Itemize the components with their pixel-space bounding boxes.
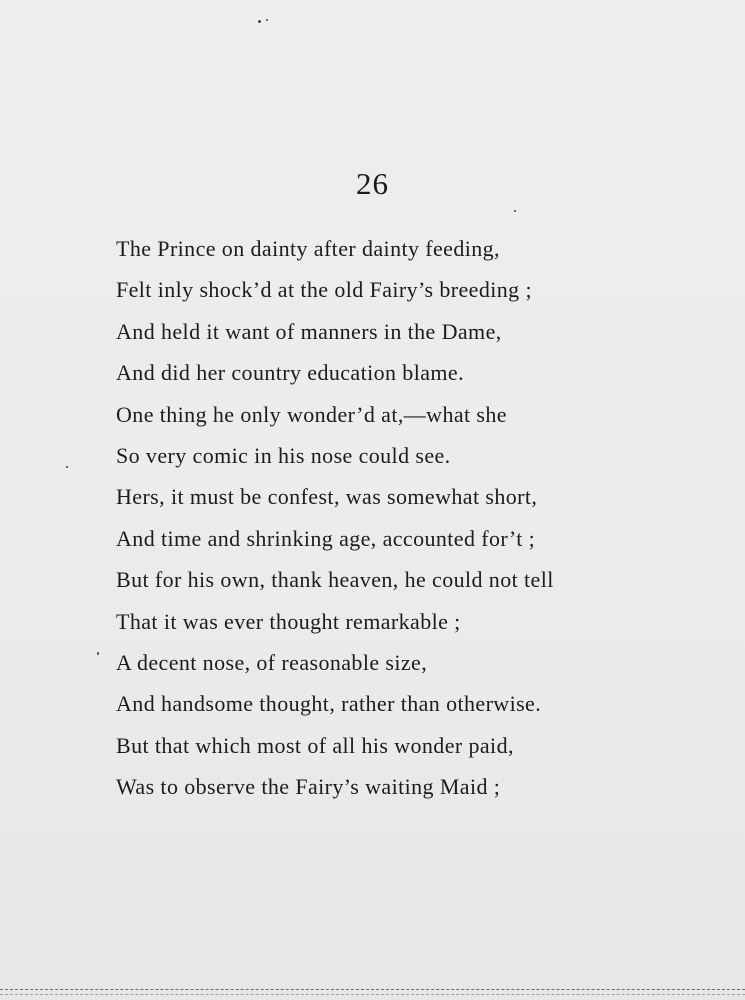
- print-speck: [66, 466, 68, 468]
- page-number: 26: [356, 166, 389, 201]
- edge-rule: [0, 994, 745, 995]
- page-bottom-edge: [0, 986, 745, 1000]
- poem-verse: [116, 228, 716, 807]
- poem-line: That it was ever thought remarkable ;: [116, 608, 461, 634]
- edge-rule: [0, 989, 745, 990]
- print-speck: [266, 19, 268, 21]
- print-speck: [97, 652, 99, 655]
- poem-line: Felt inly shock’d at the old Fairy’s breeding ;: [116, 277, 532, 303]
- poem-line: And time and shrinking age, accounted for’t ;: [116, 525, 536, 551]
- poem-line: A decent nose, of reasonable size,: [116, 649, 428, 675]
- poem-line: Hers, it must be confest, was somewhat short,: [116, 484, 538, 510]
- poem-line: Was to observe the Fairy’s waiting Maid ;: [116, 774, 501, 800]
- poem-line: But for his own, thank heaven, he could not tell: [116, 567, 554, 593]
- print-speck: [514, 210, 516, 212]
- poem-line: And did her country education blame.: [116, 360, 464, 386]
- poem-line: But that which most of all his wonder paid,: [116, 732, 514, 758]
- poem-line: So very comic in his nose could see.: [116, 442, 451, 468]
- poem-line: The Prince on dainty after dainty feeding,: [116, 236, 500, 261]
- poem-line: And handsome thought, rather than otherwise.: [116, 691, 542, 717]
- poem-line: One thing he only wonder’d at,—what she: [116, 401, 507, 427]
- print-speck: [258, 20, 261, 23]
- poem-line: And held it want of manners in the Dame,: [116, 318, 502, 344]
